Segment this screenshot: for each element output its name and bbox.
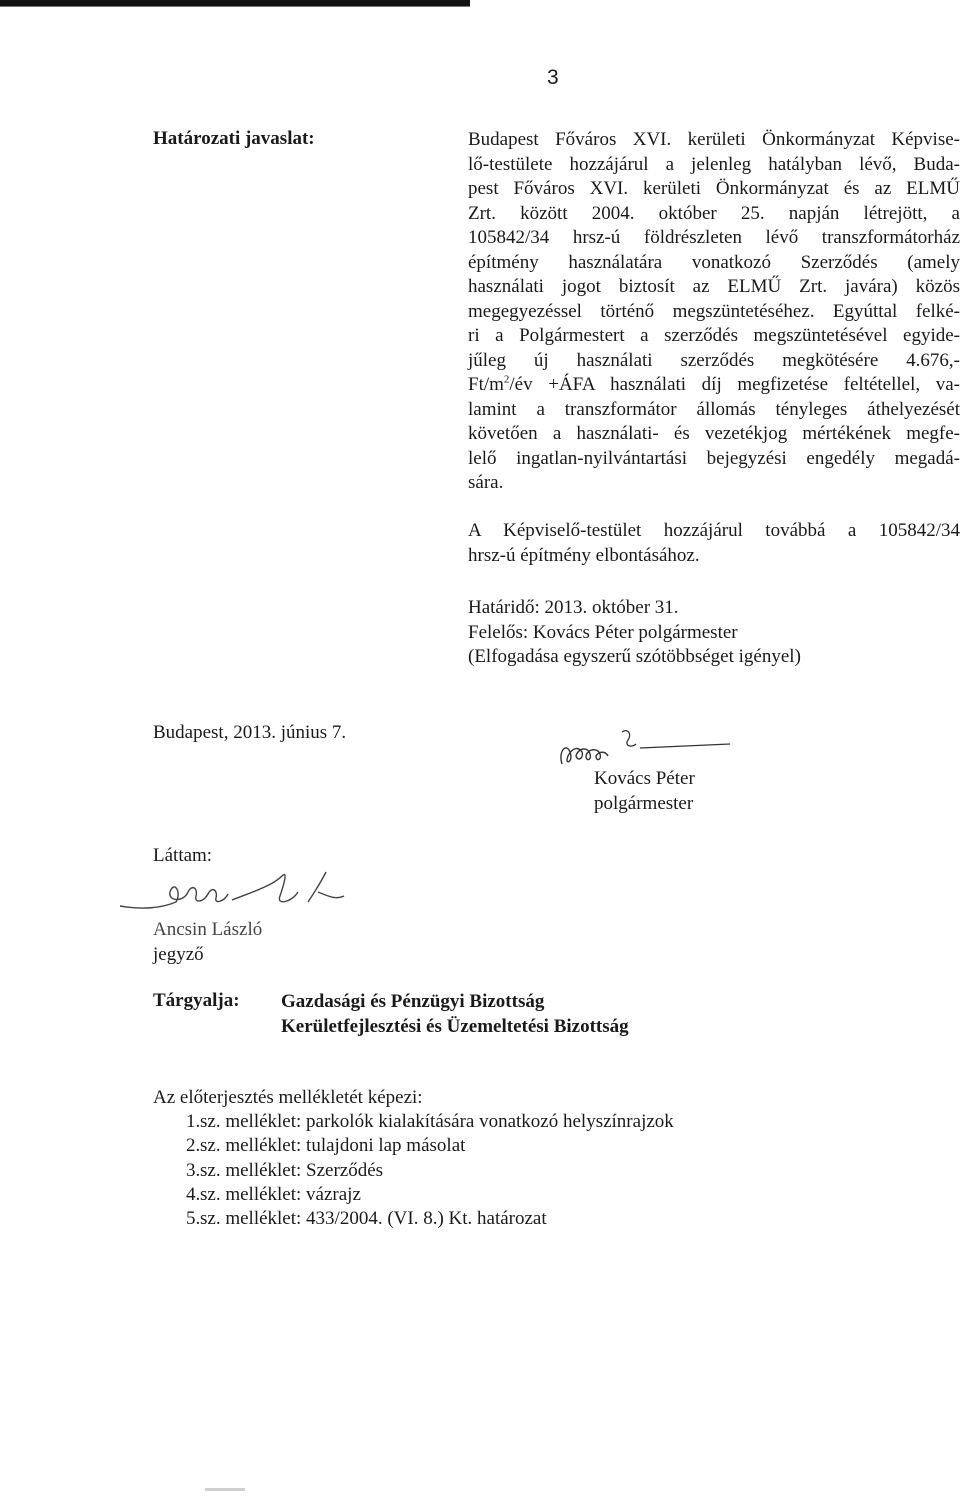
top-border-line [0,6,470,7]
proposal-line: lamint a transzformátor állomás tényleges áthelyezését [468,398,960,420]
attachment-text: sz. melléklet: tulajdoni lap másolat [200,1135,466,1157]
notary-name: Ancsin László [153,919,263,940]
proposal-label: Határozati javaslat: [153,128,315,149]
attachment-number: 5. [186,1208,201,1230]
deadline-block [468,596,801,670]
responsible-person: Felelős: Kovács Péter polgármester [468,621,738,643]
attachment-text: sz. melléklet: 433/2004. (VI. 8.) Kt. határozat [200,1208,547,1230]
unit-suffix: /év +ÁFA használati díj megfizetése feltétellel, va- [509,374,960,395]
attachment-number: 3. [186,1159,201,1181]
proposal-line: pest Főváros XVI. kerületi Önkormányzat és az ELMŰ [468,178,960,199]
notary-block [153,918,262,967]
discussed-label: Tárgyalja: [153,990,240,1011]
proposal-line: lő-testülete hozzájárul a jelenleg hatályban lévő, Buda- [468,153,960,175]
proposal-text [468,128,960,496]
attachment-text: sz. melléklet: Szerződés [200,1159,384,1181]
demolition-paragraph [468,519,960,568]
mayor-title: polgármester [594,792,694,814]
date-place: Budapest, 2013. június 7. [153,722,347,743]
proposal-line: követően a használati- és vezetékjog mértékének megfe- [468,423,960,444]
committee-list [281,990,629,1039]
attachment-number: 4. [186,1183,201,1205]
proposal-line: építmény használatára vonatkozó Szerződés (amely [468,251,960,273]
attachment-number: 2. [186,1135,201,1157]
mayor-block [594,767,695,816]
attachment-item [153,1207,674,1231]
attachments-section [153,1086,674,1231]
seen-label: Láttam: [153,845,213,866]
proposal-line-fee [468,373,960,398]
unit-superscript: 2 [503,373,510,386]
scan-artifact [205,1488,245,1491]
committee-item: Kerületfejlesztési és Üzemeltetési Bizottság [281,1015,629,1037]
unit-prefix: Ft/m [468,374,504,395]
proposal-line: ri a Polgármestert a szerződés megszüntetésével egyide- [468,325,960,346]
attachment-text: sz. melléklet: parkolók kialakítására vonatkozó helyszínrajzok [200,1111,674,1133]
attachment-item [153,1110,674,1134]
proposal-line: megegyezéssel történő megszüntetéséhez. Egyúttal felké- [468,300,960,322]
attachments-intro: Az előterjesztés mellékletét képezi: [153,1087,423,1108]
proposal-line: jűleg új használati szerződés megkötésére 4.676,- [468,349,960,371]
attachment-text: sz. melléklet: vázrajz [200,1183,361,1205]
proposal-line: Zrt. között 2004. október 25. napján létrejött, a [468,202,960,224]
proposal-line: lelő ingatlan-nyilvántartási bejegyzési engedély megadá- [468,447,960,469]
committee-item: Gazdasági és Pénzügyi Bizottság [281,991,545,1012]
attachment-item [153,1134,674,1158]
proposal-line: használati jogot biztosít az ELMŰ Zrt. javára) közös [468,276,960,297]
deadline: Határidő: 2013. október 31. [468,597,679,618]
majority-note: (Elfogadása egyszerű szótöbbséget igényel) [468,646,801,667]
proposal-line: 105842/34 hrsz-ú földrészleten lévő transzformátorház [468,227,960,248]
attachment-item [153,1183,674,1207]
page-number: 3 [547,66,559,89]
notary-title: jegyző [153,943,204,965]
mayor-name: Kovács Péter [594,768,695,789]
paragraph-line: hrsz-ú építmény elbontásához. [468,544,700,566]
attachment-number: 1. [186,1111,201,1133]
proposal-line: Budapest Főváros XVI. kerületi Önkormányzat Képvise- [468,129,960,150]
proposal-line: sára. [468,472,504,493]
attachment-item [153,1159,674,1183]
paragraph-line: A Képviselő-testület hozzájárul továbbá a 105842/34 [468,520,960,541]
